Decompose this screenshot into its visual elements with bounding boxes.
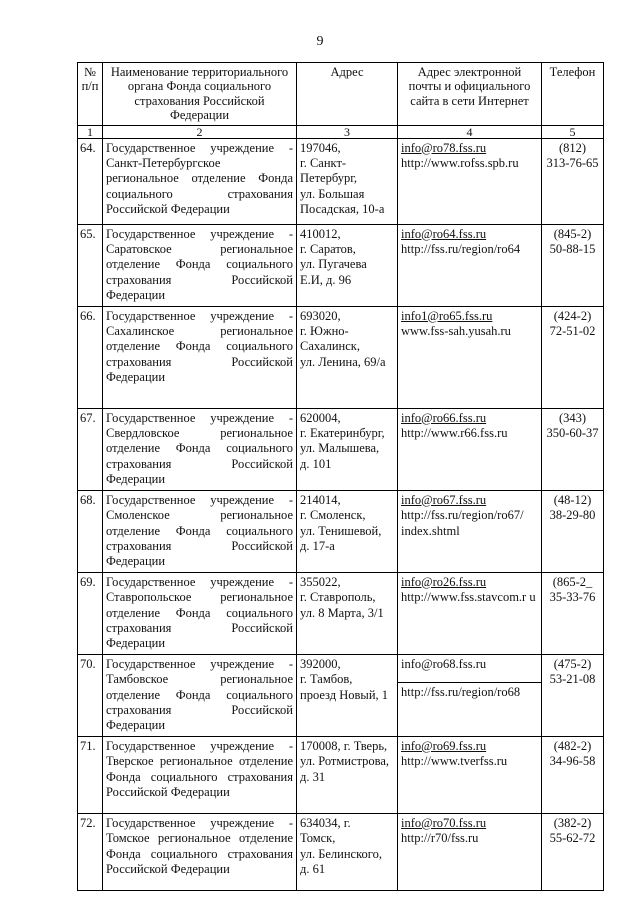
office-name: Государственное учреждение - Санкт-Петербургское региональное отделение Фонда социального страхования Российской Федерации [103,138,297,224]
row-number: 72. [78,813,103,890]
address-line: 197046, [300,140,341,155]
phone-number: 35-33-76 [549,590,596,605]
header-num: № п/п [78,63,103,126]
phone-code: (48-12) [553,492,592,507]
website-link[interactable]: http://fss.ru/region/ro68 [398,682,541,700]
column-number: 4 [398,125,542,138]
office-address [297,736,398,813]
office-address [297,490,398,572]
table-row [78,654,604,736]
address-line: д. 61 [300,862,326,876]
phone-number: 313-76-65 [546,156,599,171]
phone-code: (475-2) [553,656,592,671]
address-line: ул. 8 Марта, 3/1 [300,605,384,620]
header-row [78,63,604,126]
office-contacts [398,306,542,408]
header-email-site: Адрес электронной почты и официального сайта в сети Интернет [398,63,542,126]
office-address [297,224,398,306]
office-address [297,572,398,654]
website-link[interactable]: http://r70/fss.ru [401,831,479,846]
office-phone [542,490,604,572]
table-row [78,408,604,490]
office-contacts [398,138,542,224]
table-row [78,572,604,654]
website-link[interactable]: http://fss.ru/region/ro67/ index.shtml [401,508,524,538]
office-phone [542,654,604,736]
office-contacts [398,408,542,490]
website-link[interactable]: http://www.fss.stavcom.r u [401,590,536,605]
table-body [78,138,604,890]
office-phone [542,813,604,890]
row-number: 69. [78,572,103,654]
office-name: Государственное учреждение - Смоленское региональное отделение Фонда социального страхования Российской Федерации [103,490,297,572]
row-number: 70. [78,654,103,736]
office-contacts [398,572,542,654]
address-line: 170008, г. Тверь, [300,738,388,753]
address-line: г. Санкт- [300,156,347,171]
address-line: ул. Белинского, [300,846,382,861]
office-contacts [398,813,542,890]
website-link[interactable]: www.fss-sah.yusah.ru [401,324,511,339]
address-line: 620004, [300,410,341,425]
phone-code: (424-2) [553,308,592,323]
address-line: д. 101 [300,456,332,471]
phone-code: (343) [558,410,587,425]
header-phone: Телефон [542,63,604,126]
header-name: Наименование территориального органа Фонда социального страхования Российской Федерации [103,63,297,126]
office-name: Государственное учреждение - Сахалинское региональное отделение Фонда социального страхования Российской Федерации [103,306,297,408]
address-line: ул. Ленина, 69/а [300,354,386,369]
office-address [297,408,398,490]
address-line: г. Екатеринбург, [300,426,385,441]
office-name: Государственное учреждение - Свердловское региональное отделение Фонда социального страхования Российской Федерации [103,408,297,490]
address-line: 693020, [300,308,341,323]
table-row [78,138,604,224]
office-phone [542,736,604,813]
email-link[interactable]: info@ro26.fss.ru [401,574,487,589]
address-line: г. Ставрополь, [300,590,376,605]
phone-code: (382-2) [553,815,592,830]
address-line: Посадская, 10-а [300,202,385,217]
office-phone [542,306,604,408]
website-link[interactable]: http://www.r66.fss.ru [401,426,508,441]
address-line: ул. Ротмистрова, [300,754,390,769]
column-number: 2 [103,125,297,138]
fss-offices-table [77,62,604,891]
office-contacts [398,654,542,736]
row-number: 68. [78,490,103,572]
column-number: 5 [542,125,604,138]
address-line: г. Саратов, [300,242,356,257]
address-line: 214014, [300,492,341,507]
phone-code: (845-2) [553,226,592,241]
address-line: г. Смоленск, [300,508,366,523]
office-address [297,306,398,408]
website-link[interactable]: http://fss.ru/region/ro64 [401,242,521,257]
phone-number: 53-21-08 [549,672,596,687]
address-line: Сахалинск, [300,339,360,354]
address-line: Е.И, д. 96 [300,272,352,287]
table-row [78,813,604,890]
phone-code: (812) [558,140,587,155]
office-phone [542,224,604,306]
address-line: ул. Тенишевой, [300,523,382,538]
email-link[interactable]: info@ro64.fss.ru [401,226,487,241]
row-number: 71. [78,736,103,813]
address-line: ул. Малышева, [300,441,380,456]
phone-number: 50-88-15 [549,242,596,257]
office-name: Государственное учреждение - Ставропольское региональное отделение Фонда социального страхования Российской Федерации [103,572,297,654]
column-number: 1 [78,125,103,138]
address-line: д. 31 [300,769,326,784]
address-line: ул. Большая [300,186,365,201]
office-address [297,813,398,890]
address-line: г. Тамбов, [300,672,353,687]
table-row [78,306,604,408]
office-contacts [398,736,542,813]
email-link[interactable]: info1@ro65.fss.ru [401,308,493,323]
email-link[interactable]: info@ro66.fss.ru [401,410,487,425]
phone-number: 34-96-58 [549,754,596,769]
office-phone [542,572,604,654]
row-number: 65. [78,224,103,306]
office-phone [542,138,604,224]
phone-number: 72-51-02 [549,324,596,339]
phone-number: 38-29-80 [549,508,596,523]
office-address [297,654,398,736]
row-number: 64. [78,138,103,224]
address-line: 392000, [300,656,341,671]
address-line: ул. Пугачева [300,257,367,272]
office-contacts [398,224,542,306]
office-name: Государственное учреждение - Тверское региональное отделение Фонда социального страхования Российской Федерации [103,736,297,813]
table-row [78,736,604,813]
address-line: проезд Новый, 1 [300,687,389,702]
table-row [78,224,604,306]
office-contacts [398,490,542,572]
column-number: 3 [297,125,398,138]
phone-code: (865-2_ [552,574,593,589]
address-line: 410012, [300,226,341,241]
phone-code: (482-2) [553,738,592,753]
phone-number: 350-60-37 [546,426,599,441]
office-name: Государственное учреждение - Тамбовское региональное отделение Фонда социального страхования Российской Федерации [103,654,297,736]
address-line: г. Южно- [300,324,349,339]
page-number: 9 [316,34,324,49]
address-line: Томск, [300,831,336,846]
office-address [297,138,398,224]
email-link[interactable]: info@ro69.fss.ru [401,738,487,753]
office-phone [542,408,604,490]
website-link[interactable]: http://www.tverfss.ru [401,754,508,769]
address-line: 355022, [300,574,341,589]
address-line: Петербург, [300,171,358,186]
office-name: Государственное учреждение - Саратовское региональное отделение Фонда социального страхования Российской Федерации [103,224,297,306]
email-link[interactable]: info@ro70.fss.ru [401,815,487,830]
header-address: Адрес [297,63,398,126]
table-row [78,490,604,572]
office-name: Государственное учреждение - Томское региональное отделение Фонда социального страхования Российской Федерации [103,813,297,890]
email-link[interactable]: info@ro67.fss.ru [401,492,487,507]
column-number-row [78,125,604,138]
website-link[interactable]: http://www.rofss.spb.ru [401,156,519,171]
address-line: д. 17-а [300,538,335,553]
address-line: 634034, г. [300,815,351,830]
phone-number: 55-62-72 [549,831,596,846]
email-link[interactable]: info@ro68.fss.ru [401,656,487,671]
row-number: 66. [78,306,103,408]
row-number: 67. [78,408,103,490]
email-link[interactable]: info@ro78.fss.ru [401,140,487,155]
